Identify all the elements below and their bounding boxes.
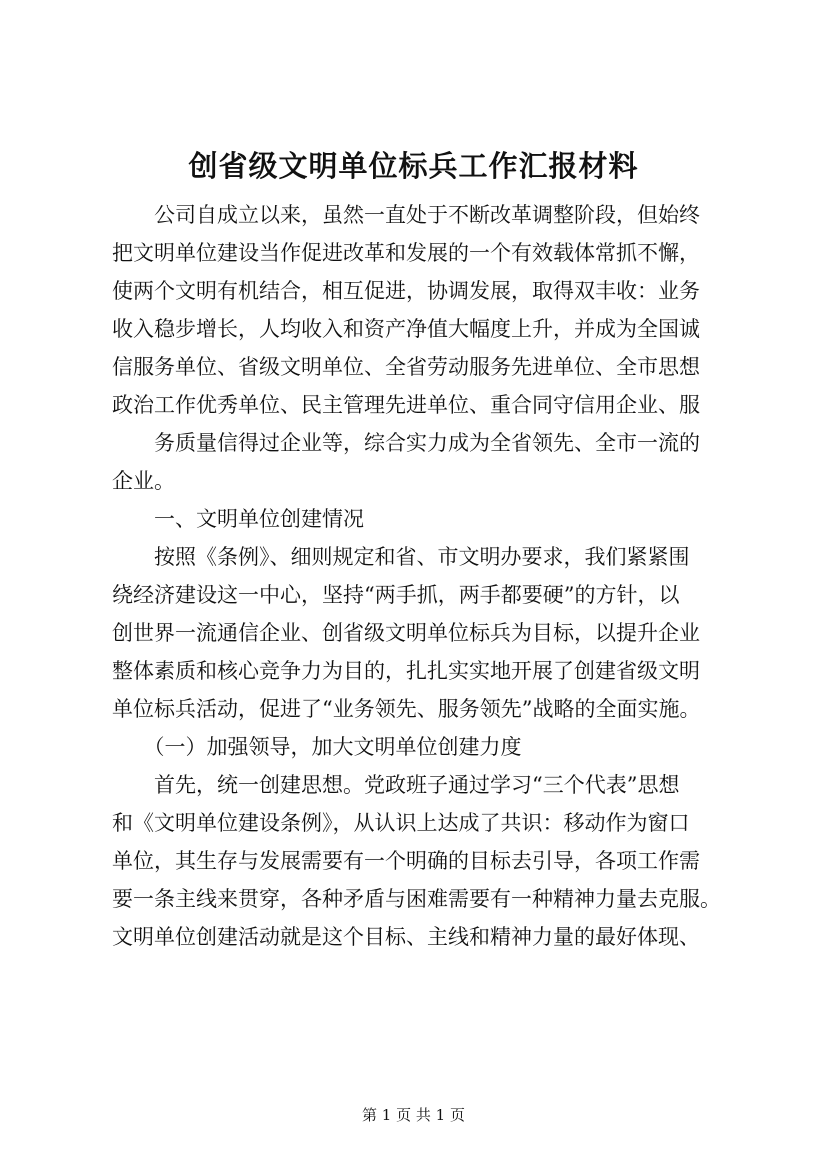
paragraph-line-8: 企业。 <box>112 469 175 493</box>
paragraph-line-4: 收入稳步增长，人均收入和资产净值大幅度上升，并成为全国诚 <box>112 317 700 341</box>
paragraph-line-5: 信服务单位、省级文明单位、全省劳动服务先进单位、全市思想 <box>112 355 700 379</box>
paragraph-line-15: 和《文明单位建设条例》，从认识上达成了共识：移动作为窗口 <box>112 811 690 835</box>
paragraph-line-6: 政治工作优秀单位、民主管理先进单位、重合同守信用企业、服 <box>112 393 700 417</box>
paragraph-line-3: 使两个文明有机结合，相互促进，协调发展，取得双丰收：业务 <box>112 279 700 303</box>
paragraph-line-16: 单位，其生存与发展需要有一个明确的目标去引导，各项工作需 <box>112 849 700 873</box>
paragraph-line-12: 整体素质和核心竞争力为目的，扎扎实实地开展了创建省级文明 <box>112 659 700 683</box>
paragraph-line-18: 文明单位创建活动就是这个目标、主线和精神力量的最好体现、 <box>112 925 700 949</box>
paragraph-line-2: 把文明单位建设当作促进改革和发展的一个有效载体常抓不懈， <box>112 241 700 265</box>
paragraph-line-1: 公司自成立以来，虽然一直处于不断改革调整阶段，但始终 <box>112 203 700 227</box>
document-title: 创省级文明单位标兵工作汇报材料 <box>188 149 639 183</box>
paragraph-line-13: 单位标兵活动，促进了“业务领先、服务领先”战略的全面实施。 <box>112 697 701 721</box>
section-heading-1: 一、文明单位创建情况 <box>112 507 364 531</box>
paragraph-line-17: 要一条主线来贯穿，各种矛盾与困难需要有一种精神力量去克服。 <box>112 887 721 911</box>
paragraph-line-14: 首先，统一创建思想。党政班子通过学习“三个代表”思想 <box>112 773 680 797</box>
paragraph-line-9: 按照《条例》、细则规定和省、市文明办要求，我们紧紧围 <box>112 545 690 569</box>
page-number-footer: 第 1 页 共 1 页 <box>362 1106 465 1124</box>
paragraph-line-7: 务质量信得过企业等，综合实力成为全省领先、全市一流的 <box>112 431 700 455</box>
paragraph-line-11: 创世界一流通信企业、创省级文明单位标兵为目标，以提升企业 <box>112 621 700 645</box>
paragraph-line-10: 绕经济建设这一中心，坚持“两手抓，两手都要硬”的方针，以 <box>112 583 680 607</box>
subsection-heading-1: （一）加强领导，加大文明单位创建力度 <box>112 735 522 759</box>
